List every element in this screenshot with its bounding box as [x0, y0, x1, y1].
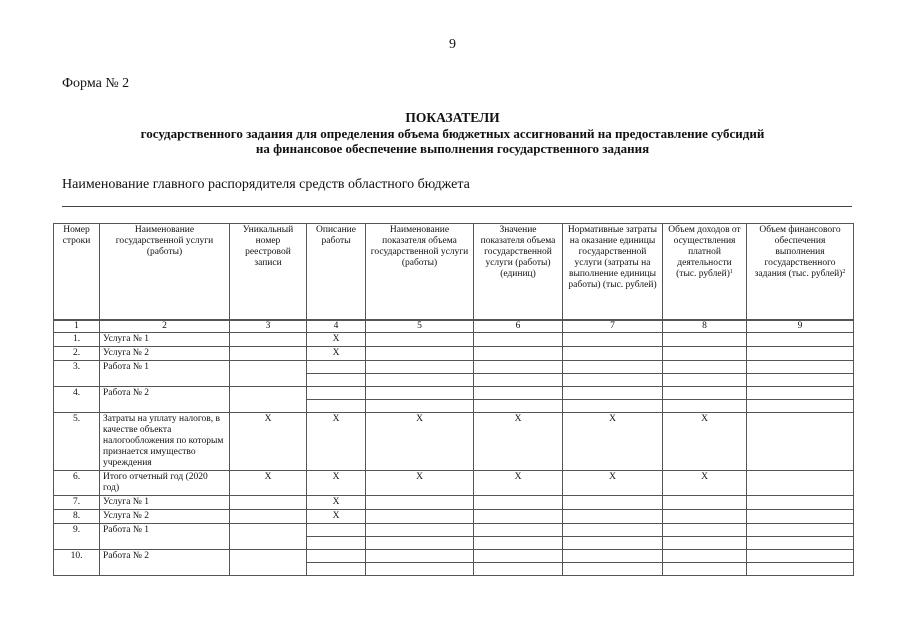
cell-x: Х: [563, 413, 663, 471]
row-number: 3.: [54, 361, 100, 387]
column-number: 2: [100, 320, 230, 333]
column-number: 7: [563, 320, 663, 333]
table-row: [54, 471, 854, 496]
grbs-label: Наименование главного распорядителя средств областного бюджета: [62, 177, 470, 192]
header-text: Объем финансового обеспечения выполнения государственного задания (тыс. рублей): [754, 225, 843, 279]
cell-x: Х: [307, 510, 366, 524]
row-number: 4.: [54, 387, 100, 413]
header-cell: Нормативные затраты на оказание единицы государственной услуги (затраты на выполнение единицы работы) (тыс. рублей): [563, 224, 663, 321]
row-name: Услуга № 1: [100, 496, 230, 510]
column-number: 6: [474, 320, 563, 333]
row-name: Работа № 1: [100, 524, 230, 550]
header-cell: Значение показателя объема государственной услуги (работы) (единиц): [474, 224, 563, 321]
row-number: 7.: [54, 496, 100, 510]
header-cell: [747, 224, 854, 321]
row-number: 10.: [54, 550, 100, 576]
table-row: [54, 413, 854, 471]
row-name: Услуга № 2: [100, 510, 230, 524]
cell-x: Х: [366, 413, 474, 471]
cell-x: Х: [474, 471, 563, 496]
cell-x: Х: [663, 471, 747, 496]
row-number: 1.: [54, 333, 100, 347]
page-number: 9: [449, 37, 456, 52]
table-row: [54, 524, 854, 537]
row-name: Услуга № 1: [100, 333, 230, 347]
title-line-2: государственного задания для определения объема бюджетных ассигнований на предоставление субсидий: [140, 126, 765, 141]
footnote-mark: 2: [842, 269, 846, 275]
header-cell: Описание работы: [307, 224, 366, 321]
row-name: Услуга № 2: [100, 347, 230, 361]
footnote-mark: 1: [729, 269, 733, 275]
row-number: 2.: [54, 347, 100, 361]
row-name: Затраты на уплату налогов, в качестве объекта налогообложения по которым признается имущество учреждения: [100, 413, 230, 471]
table-row: [54, 496, 854, 510]
row-name: Работа № 2: [100, 550, 230, 576]
cell-x: Х: [307, 471, 366, 496]
header-cell: Наименование показателя объема государственной услуги (работы): [366, 224, 474, 321]
table-row: [54, 510, 854, 524]
table-row: [54, 550, 854, 563]
cell-x: Х: [474, 413, 563, 471]
row-number: 9.: [54, 524, 100, 550]
cell-x: Х: [307, 333, 366, 347]
cell-x: Х: [663, 413, 747, 471]
column-number: 3: [230, 320, 307, 333]
table-row: [54, 361, 854, 374]
title-line-3: на финансовое обеспечение выполнения государственного задания: [255, 141, 650, 156]
header-cell: [663, 224, 747, 321]
column-number: 4: [307, 320, 366, 333]
column-number: 5: [366, 320, 474, 333]
column-number: 9: [747, 320, 854, 333]
row-name: Работа № 2: [100, 387, 230, 413]
column-number: 1: [54, 320, 100, 333]
cell-x: Х: [563, 471, 663, 496]
table-row: [54, 387, 854, 400]
column-number: 8: [663, 320, 747, 333]
header-cell: Уникальный номер реестровой записи: [230, 224, 307, 321]
row-number: 6.: [54, 471, 100, 496]
cell-x: Х: [230, 471, 307, 496]
cell-x: Х: [307, 347, 366, 361]
table-header-row: [54, 224, 854, 321]
cell-x: Х: [307, 413, 366, 471]
document-title: [60, 110, 845, 156]
form-label: Форма № 2: [62, 76, 130, 91]
header-text: Объем доходов от осуществления платной деятельности (тыс. рублей): [668, 225, 741, 279]
row-number: 8.: [54, 510, 100, 524]
cell-x: Х: [307, 496, 366, 510]
cell-x: Х: [230, 413, 307, 471]
indicators-table: [53, 223, 854, 576]
row-name: Итого отчетный год (2020 год): [100, 471, 230, 496]
column-number-row: [54, 320, 854, 333]
header-cell: Наименование государственной услуги (работы): [100, 224, 230, 321]
table-row: [54, 347, 854, 361]
table-row: [54, 333, 854, 347]
title-line-1: ПОКАЗАТЕЛИ: [405, 110, 500, 125]
header-cell: Номер строки: [54, 224, 100, 321]
row-name: Работа № 1: [100, 361, 230, 387]
cell-x: Х: [366, 471, 474, 496]
grbs-underline: [62, 206, 852, 207]
row-number: 5.: [54, 413, 100, 471]
